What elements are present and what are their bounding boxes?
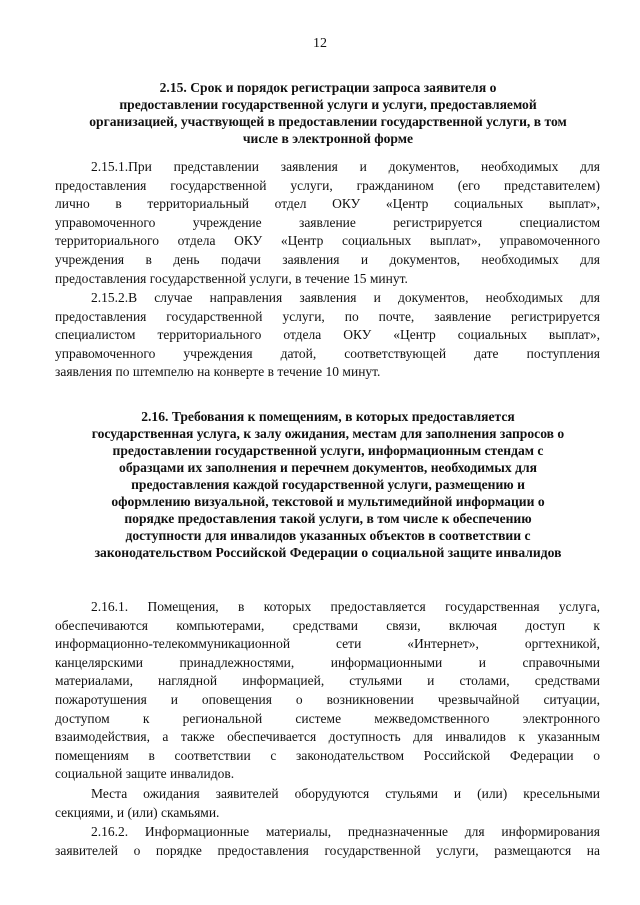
text-line: 2.15.2.В случае направления заявления и документов, необходимых для [91, 290, 600, 305]
heading-line: оформлению визуальной, текстовой и мультимедийной информации о [111, 494, 545, 509]
page-number: 12 [313, 36, 327, 51]
text-line: помещениям в соответствии с законодательством Российской Федерации о [55, 747, 600, 763]
paragraph-2-15-2 [55, 289, 600, 382]
text-line: секциями, и (или) скамьями. [55, 804, 220, 820]
heading-line: доступности для инвалидов указанных объектов в соответствии с [125, 528, 531, 543]
text-line: управомоченного учреждения датой, соответствующей дате поступления [55, 345, 600, 361]
text-line: 2.16.1. Помещения, в которых предоставляется государственная услуга, [91, 599, 600, 614]
text-line: доступом к региональной системе межведомственного электронного [55, 710, 600, 726]
text-line: предоставления государственной услуги, по почте, заявление регистрируется [55, 308, 600, 324]
text-line: лично в территориальный отдел ОКУ «Центр социальных выплат», [55, 196, 600, 212]
text-line: обеспечиваются компьютерами, средствами связи, включая доступ к [55, 617, 600, 633]
heading-line: государственная услуга, к залу ожидания, местам для заполнения запросов о [91, 426, 565, 441]
text-line: социальной защите инвалидов. [55, 766, 235, 782]
section-2-15-heading [58, 79, 598, 147]
text-line: 2.16.2. Информационные материалы, предназначенные для информирования [91, 824, 600, 839]
heading-line: порядке предоставления такой услуги, в том числе к обеспечению [124, 511, 532, 526]
text-line: предоставления государственной услуги, в течение 15 минут. [55, 270, 408, 286]
text-line: пожаротушения и оповещения о возникновении чрезвычайной ситуации, [55, 691, 600, 707]
heading-line: организацией, участвующей в предоставлении государственной услуги, в том [89, 114, 567, 129]
heading-line: законодательством Российской Федерации о социальной защите инвалидов [94, 545, 562, 560]
text-line: взаимодействия, а также обеспечивается доступность для инвалидов к указанным [55, 729, 600, 745]
heading-line: образцами их заполнения и перечнем документов, необходимых для [119, 460, 537, 475]
paragraph-2-16-1 [55, 598, 600, 784]
heading-line: 2.16. Требования к помещениям, в которых предоставляется [141, 409, 515, 424]
text-line: учреждения в день подачи заявления и документов, необходимых для [55, 251, 600, 267]
text-line: канцелярскими принадлежностями, информационными и справочными [55, 654, 600, 670]
text-line: заявления по штемпелю на конверте в течение 10 минут. [55, 364, 381, 380]
paragraph-2-16-2 [55, 823, 600, 860]
text-line: информационно-телекоммуникационной сети «Интернет», оргтехникой, [55, 636, 600, 652]
paragraph-waiting-areas [55, 785, 600, 822]
paragraph-2-15-1 [55, 158, 600, 288]
section-2-16-heading [58, 408, 598, 561]
heading-line: предоставления каждой государственной услуги, размещению и [131, 477, 525, 492]
heading-line: числе в электронной форме [242, 131, 414, 146]
text-line: 2.15.1.При представлении заявления и документов, необходимых для [91, 159, 600, 174]
text-line: специалистом территориального отдела ОКУ «Центр социальных выплат», [55, 327, 600, 343]
heading-line: предоставлении государственной услуги, информационным стендам с [112, 443, 544, 458]
text-line: заявителей о порядке предоставления государственной услуги, размещаются на [55, 842, 600, 858]
heading-line: 2.15. Срок и порядок регистрации запроса заявителя о [159, 80, 497, 95]
text-line: управомоченного учреждение заявление регистрируется специалистом [55, 214, 600, 230]
heading-line: предоставлении государственной услуги и услуги, предоставляемой [119, 97, 537, 112]
text-line: территориального отдела ОКУ «Центр социальных выплат», управомоченного [55, 233, 600, 249]
text-line: материалами, наглядной информацией, стульями и столами, средствами [55, 673, 600, 689]
text-line: предоставления государственной услуги, гражданином (его представителем) [55, 177, 600, 193]
text-line: Места ожидания заявителей оборудуются стульями и (или) кресельными [91, 786, 600, 801]
